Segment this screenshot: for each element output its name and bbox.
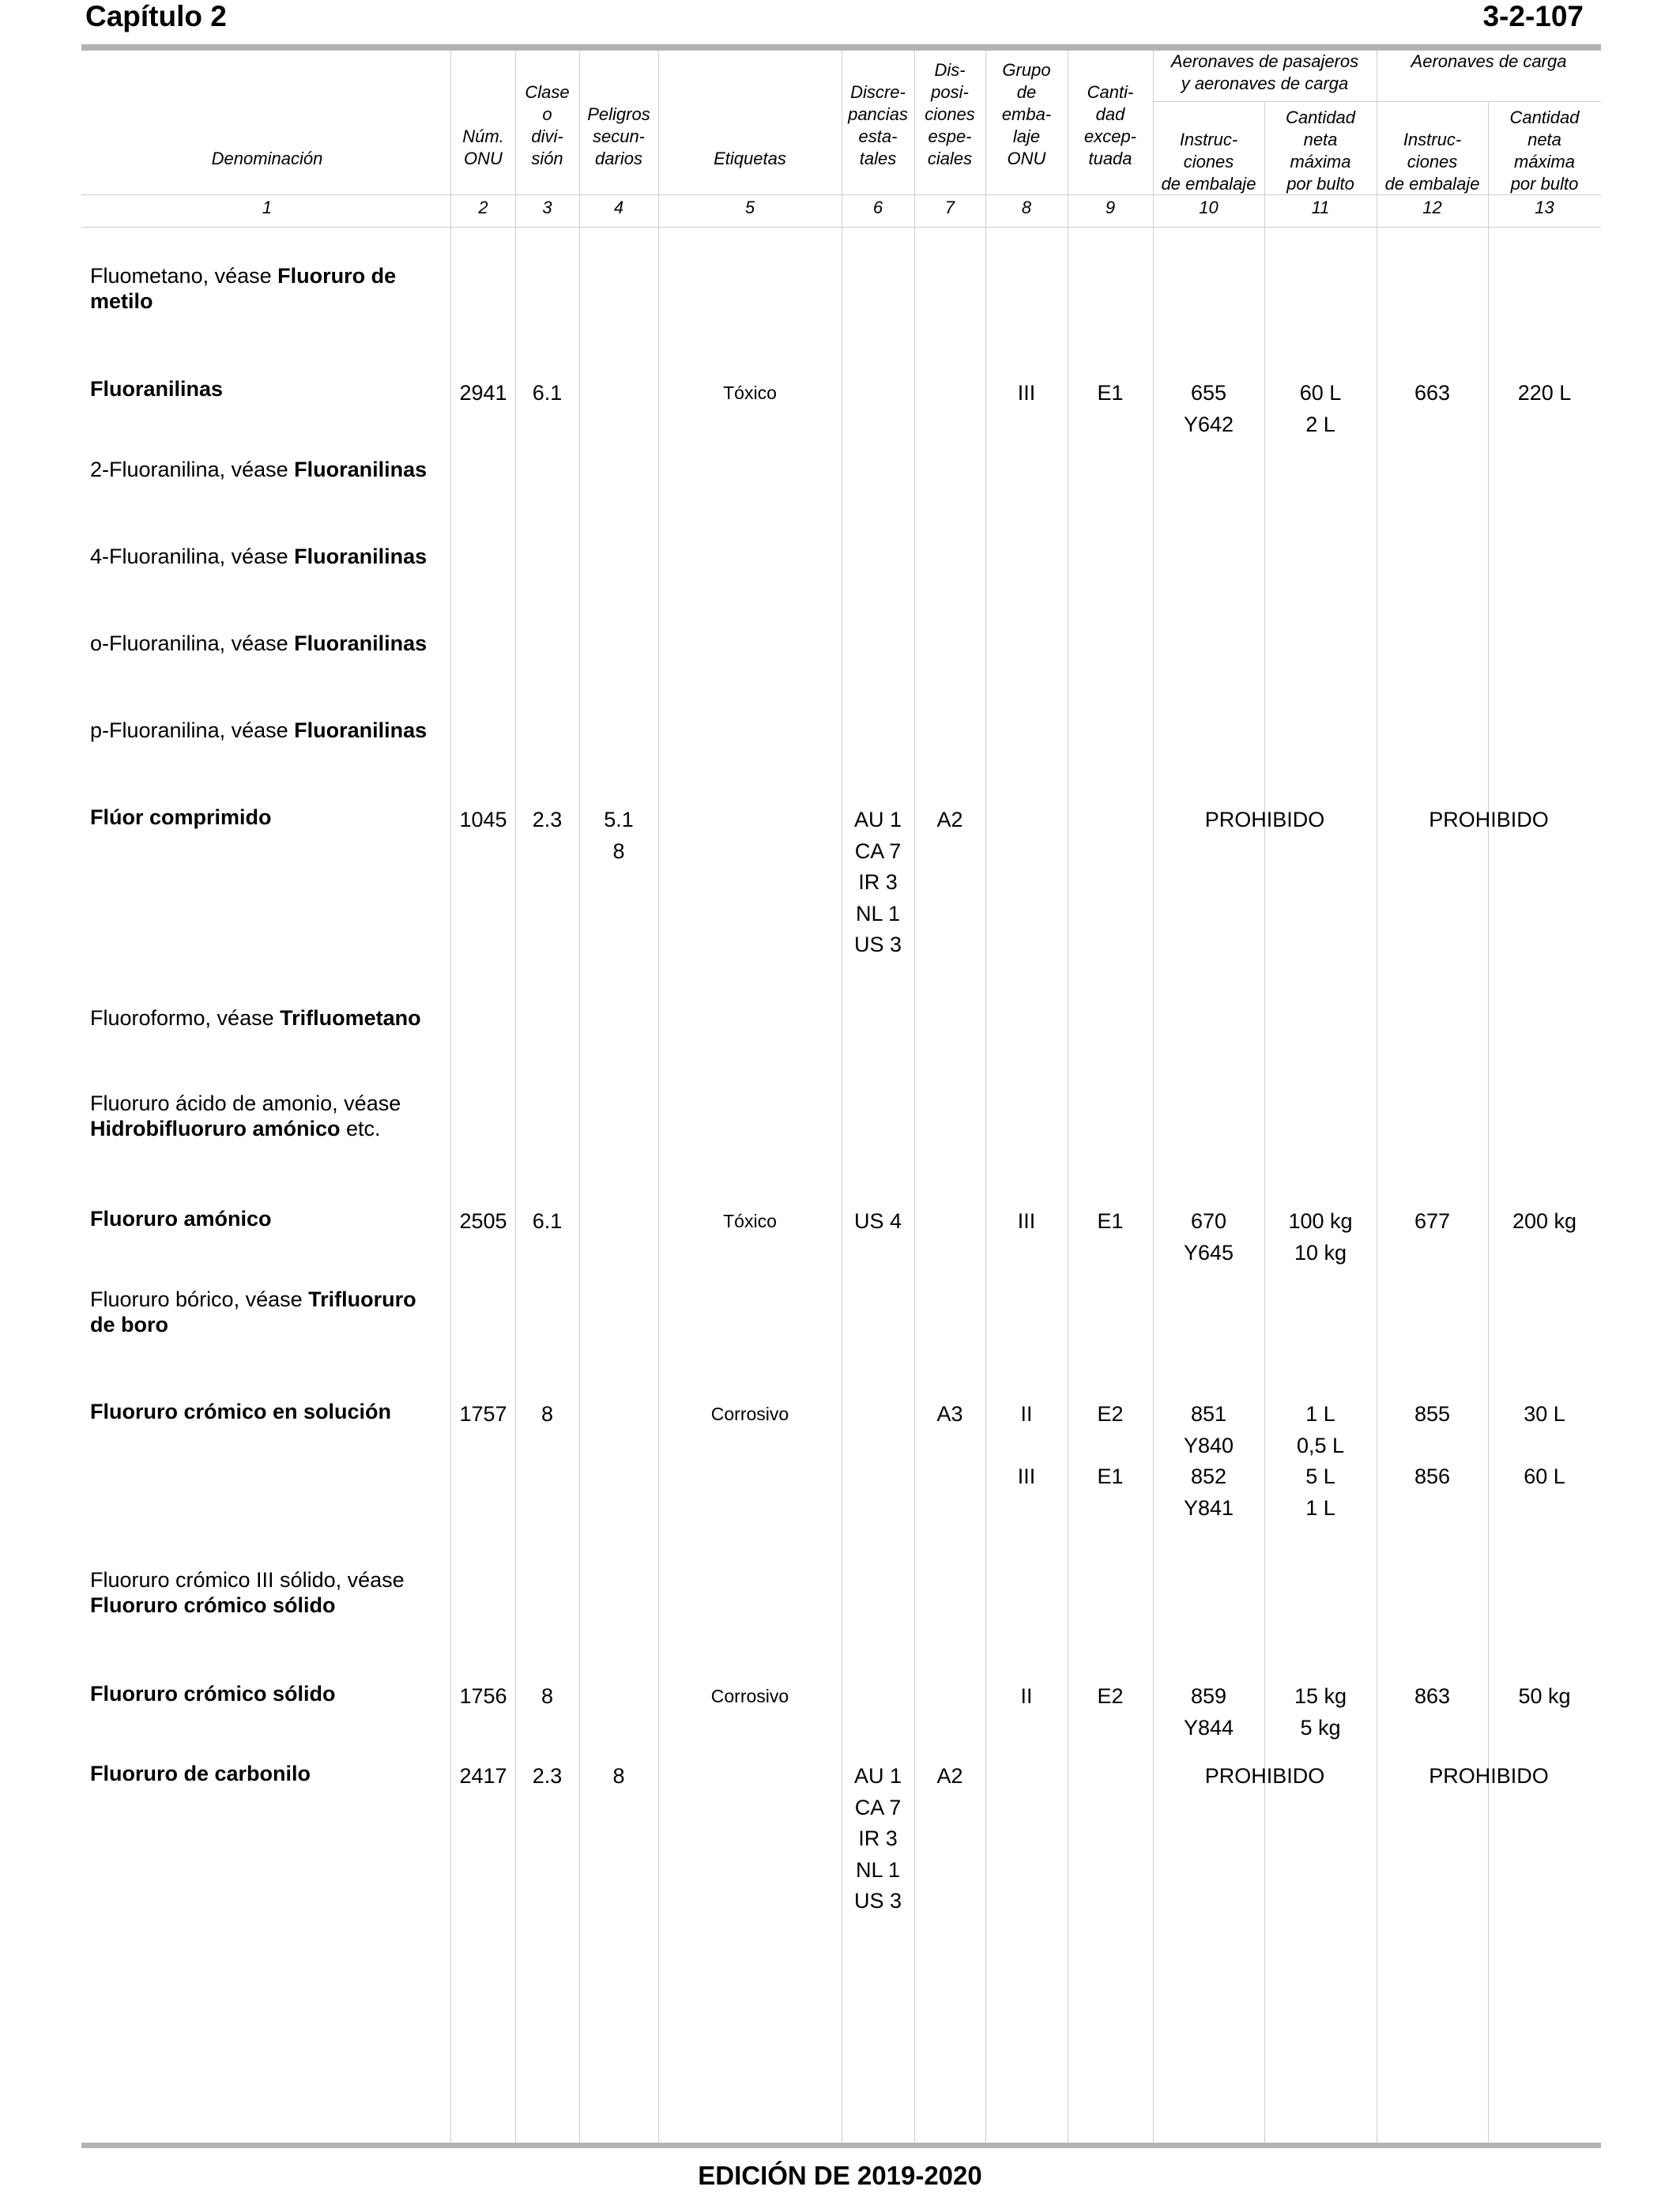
col-header-carga: Aeronaves de carga xyxy=(1411,51,1567,71)
cell-cant-pasajeros: 60 L 2 L xyxy=(1299,381,1342,436)
table-row xyxy=(90,631,438,656)
entry-name: Fluoranilinas xyxy=(90,377,224,401)
cell-disposiciones: A3 xyxy=(936,1402,963,1426)
entry-name-plain: Fluoruro bórico, véase xyxy=(90,1287,309,1311)
header-divider xyxy=(81,227,1601,228)
col-number: 5 xyxy=(744,198,755,217)
cell-num-onu: 1045 xyxy=(459,808,507,831)
cell-discrepancias: US 4 xyxy=(853,1209,902,1233)
cell-instr-pasajeros: 859 Y844 xyxy=(1183,1684,1234,1740)
cell-cantidad: E1 xyxy=(1097,1209,1124,1233)
cell-cant-pasajeros: 1 L 0,5 L 5 L 1 L xyxy=(1296,1402,1345,1520)
entry-name: Flúor comprimido xyxy=(90,805,272,829)
top-rule xyxy=(81,44,1601,51)
col-number: 12 xyxy=(1422,198,1442,217)
entry-name: Fluoruro de carbonilo xyxy=(90,1762,311,1785)
entry-name-reference: Fluoranilinas xyxy=(294,458,428,481)
entry-name-reference: Trifluoruro de boro xyxy=(90,1287,416,1336)
entry-name-reference: Fluoruro crómico sólido xyxy=(90,1593,336,1617)
entry-name-reference: Fluoranilinas xyxy=(294,545,428,568)
column-divider xyxy=(450,51,451,2143)
entry-name-plain: Fluometano, véase xyxy=(90,264,278,288)
cell-clase: 2.3 xyxy=(532,1764,563,1788)
table-row xyxy=(90,544,438,569)
col-number: 9 xyxy=(1105,198,1116,217)
col-number: 8 xyxy=(1021,198,1032,217)
table-row xyxy=(90,1005,438,1031)
col-number: 6 xyxy=(872,198,883,217)
col-number: 11 xyxy=(1311,198,1330,217)
column-divider xyxy=(658,51,659,2143)
column-divider xyxy=(1153,51,1154,2143)
col-header-peligros: Peligros secun- darios xyxy=(587,104,650,168)
cell-cant-carga: 200 kg xyxy=(1512,1209,1577,1233)
cell-clase: 8 xyxy=(541,1402,554,1426)
cell-cant-carga: 50 kg xyxy=(1518,1684,1571,1708)
edition-footer: EDICIÓN DE 2019-2020 xyxy=(698,2161,982,2190)
column-divider xyxy=(579,51,580,2143)
col-header-disposiciones: Dis- posi- ciones espe- ciales xyxy=(925,60,975,168)
table-row xyxy=(90,1091,438,1141)
entry-name-tail: etc. xyxy=(340,1117,381,1140)
col-header-cant-pasajeros: Cantidad neta máxima por bulto xyxy=(1285,107,1356,194)
cell-etiquetas: Tóxico xyxy=(723,383,777,403)
cell-etiquetas: Corrosivo xyxy=(710,1686,789,1706)
col-number: 10 xyxy=(1199,198,1219,217)
entry-name: Fluoruro amónico xyxy=(90,1207,272,1231)
cell-discrepancias: AU 1 CA 7 IR 3 NL 1 US 3 xyxy=(853,1764,902,1913)
col-number: 3 xyxy=(542,198,552,217)
cell-clase: 8 xyxy=(541,1684,554,1708)
cell-num-onu: 2505 xyxy=(459,1209,507,1233)
cell-grupo: III xyxy=(1017,1209,1036,1233)
entry-name-reference: Trifluometano xyxy=(280,1006,421,1030)
cell-num-onu: 1756 xyxy=(459,1684,507,1708)
cell-cant-pasajeros: 15 kg 5 kg xyxy=(1294,1684,1347,1740)
col-header-instr-pasajeros: Instruc- ciones de embalaje xyxy=(1161,130,1256,194)
col-number: 4 xyxy=(613,198,624,217)
cell-clase: 2.3 xyxy=(532,808,563,831)
table-row xyxy=(90,457,438,482)
table-row xyxy=(90,1567,438,1618)
cell-instr-pasajeros: 670 Y645 xyxy=(1183,1209,1234,1265)
entry-name-plain: p-Fluoranilina, véase xyxy=(90,718,295,742)
cell-peligros: 8 xyxy=(612,1764,625,1788)
col-header-num-onu: Núm. ONU xyxy=(462,126,504,168)
cell-instr-carga: 663 xyxy=(1414,381,1451,405)
col-header-clase: Clase o divi- sión xyxy=(525,82,570,168)
chapter-title: Capítulo 2 xyxy=(85,0,227,32)
cell-etiquetas: Tóxico xyxy=(723,1211,777,1231)
cell-prohibido-pasajeros: PROHIBIDO xyxy=(1204,808,1325,831)
cell-cantidad: E2 E1 xyxy=(1097,1402,1124,1488)
col-header-instr-carga: Instruc- ciones de embalaje xyxy=(1384,130,1480,194)
bottom-rule xyxy=(81,2143,1601,2148)
cell-grupo: III xyxy=(1017,381,1036,405)
entry-name: Fluoruro crómico en solución xyxy=(90,1400,392,1423)
cell-discrepancias: AU 1 CA 7 IR 3 NL 1 US 3 xyxy=(853,808,902,956)
cell-prohibido-carga: PROHIBIDO xyxy=(1429,808,1549,831)
table-row xyxy=(90,1287,438,1337)
col-number: 7 xyxy=(944,198,955,217)
entry-name: Fluoruro crómico sólido xyxy=(90,1682,336,1706)
entry-name-reference: Hidrobifluoruro amónico xyxy=(90,1117,341,1140)
column-divider xyxy=(914,51,915,2143)
cell-num-onu: 2941 xyxy=(459,381,507,405)
col-number: 13 xyxy=(1535,198,1554,217)
cell-num-onu: 1757 xyxy=(459,1402,507,1426)
entry-name-plain: 2-Fluoranilina, véase xyxy=(90,458,295,481)
col-header-cantidad: Canti- dad excep- tuada xyxy=(1083,82,1137,168)
entry-name-plain: Fluoruro crómico III sólido, véase xyxy=(90,1568,405,1592)
entry-name-reference: Fluoranilinas xyxy=(294,718,428,742)
col-header-grupo: Grupo de emba- laje ONU xyxy=(1001,60,1052,168)
table-row xyxy=(90,263,438,314)
cell-instr-pasajeros: 851 Y840 852 Y841 xyxy=(1183,1402,1234,1520)
cell-grupo: II III xyxy=(1017,1402,1036,1488)
cell-prohibido-pasajeros: PROHIBIDO xyxy=(1204,1764,1325,1788)
cell-cant-carga: 220 L xyxy=(1517,381,1572,405)
column-divider xyxy=(985,51,986,2143)
cell-num-onu: 2417 xyxy=(459,1764,507,1788)
entry-name-plain: Fluoroformo, véase xyxy=(90,1006,281,1030)
cell-cant-carga: 30 L 60 L xyxy=(1524,1402,1565,1488)
table-row xyxy=(90,718,438,743)
cell-cantidad: E2 xyxy=(1097,1684,1124,1708)
col-number: 2 xyxy=(478,198,488,217)
cell-clase: 6.1 xyxy=(532,381,563,405)
cell-instr-carga: 677 xyxy=(1414,1209,1451,1233)
cell-peligros: 5.1 8 xyxy=(604,808,634,863)
cell-cant-pasajeros: 100 kg 10 kg xyxy=(1288,1209,1353,1265)
cell-cantidad: E1 xyxy=(1097,381,1124,405)
col-number: 1 xyxy=(262,198,273,217)
cell-disposiciones: A2 xyxy=(936,808,963,831)
cell-disposiciones: A2 xyxy=(936,1764,963,1788)
col-header-denominacion: Denominación xyxy=(211,149,323,168)
entry-name-reference: Fluoruro de metilo xyxy=(90,264,397,313)
cell-instr-carga: 855 856 xyxy=(1414,1402,1451,1488)
cell-prohibido-carga: PROHIBIDO xyxy=(1429,1764,1549,1788)
col-header-pasajeros: Aeronaves de pasajeros y aeronaves de carga xyxy=(1170,51,1359,93)
column-divider xyxy=(515,51,516,2143)
header-subdivider xyxy=(1153,101,1601,102)
col-header-cant-carga: Cantidad neta máxima por bulto xyxy=(1509,107,1580,194)
page-number: 3-2-107 xyxy=(1482,0,1584,32)
cell-clase: 6.1 xyxy=(532,1209,563,1233)
entry-name-plain: 4-Fluoranilina, véase xyxy=(90,545,295,568)
entry-name-reference: Fluoranilinas xyxy=(294,631,428,655)
entry-name-plain: Fluoruro ácido de amonio, véase xyxy=(90,1091,401,1115)
cell-instr-carga: 863 xyxy=(1414,1684,1451,1708)
cell-grupo: II xyxy=(1020,1684,1033,1708)
cell-etiquetas: Corrosivo xyxy=(710,1404,789,1424)
col-header-etiquetas: Etiquetas xyxy=(714,149,786,168)
cell-instr-pasajeros: 655 Y642 xyxy=(1183,381,1234,436)
entry-name-plain: o-Fluoranilina, véase xyxy=(90,631,295,655)
col-header-discrepancias: Discre- pancias esta- tales xyxy=(848,82,908,168)
